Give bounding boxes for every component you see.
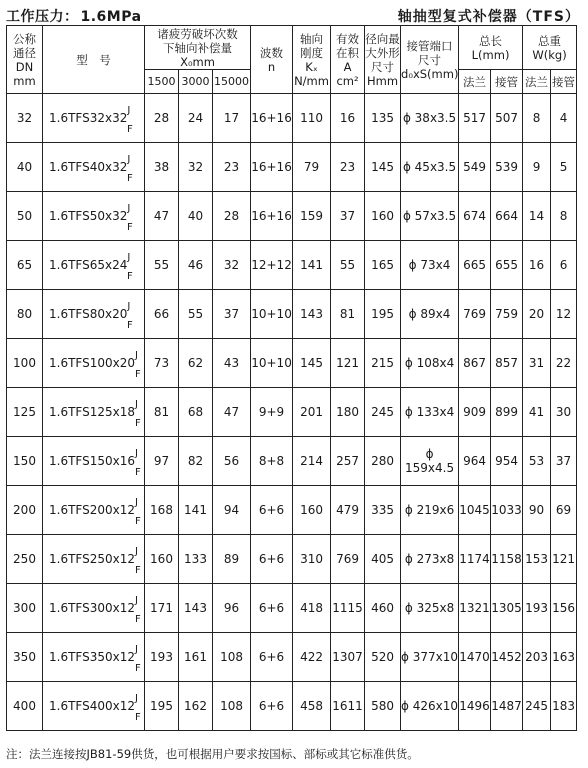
col-fatigue-unit: X₀mm bbox=[180, 54, 215, 69]
col-dn-line: 通径 bbox=[13, 45, 36, 60]
col-weight-flange: 法兰 bbox=[523, 70, 551, 94]
cell-k: 310 bbox=[293, 535, 331, 584]
model-sub: F bbox=[135, 712, 141, 723]
col-outer-line: 径向最 bbox=[365, 31, 400, 46]
cell-pipe: ϕ 38x3.5 bbox=[401, 94, 459, 143]
cell-dn: 150 bbox=[7, 437, 43, 486]
cell-a: 121 bbox=[331, 339, 365, 388]
cell-wp: 4 bbox=[551, 94, 577, 143]
model-code: 1.6TFS400x12 bbox=[49, 699, 135, 713]
col-pipe-line: 尺寸 bbox=[418, 52, 442, 67]
model-sup: J bbox=[135, 399, 138, 410]
model-code: 1.6TFS300x12 bbox=[49, 601, 135, 615]
cell-f1: 66 bbox=[145, 290, 179, 339]
table-row bbox=[7, 290, 577, 339]
cell-n: 6+6 bbox=[251, 535, 293, 584]
cell-f3: 23 bbox=[213, 143, 251, 192]
model-sub: F bbox=[127, 173, 133, 184]
table-row bbox=[7, 633, 577, 682]
col-stiffness-line: 轴向 bbox=[300, 31, 324, 46]
cell-h: 195 bbox=[365, 290, 401, 339]
cell-lf: 1045 bbox=[459, 486, 491, 535]
model-sup: J bbox=[127, 252, 131, 263]
cell-f3: 28 bbox=[213, 192, 251, 241]
col-waves-line: 波数 bbox=[260, 45, 284, 60]
cell-wp: 69 bbox=[551, 486, 577, 535]
model-sup: J bbox=[135, 693, 138, 704]
model-code: 1.6TFS50x32 bbox=[49, 209, 128, 223]
model-sub: F bbox=[127, 271, 133, 282]
cell-pipe: ϕ 325x8 bbox=[401, 584, 459, 633]
table-row bbox=[7, 241, 577, 290]
cell-wf: 9 bbox=[523, 143, 551, 192]
cell-lp: 899 bbox=[491, 388, 523, 437]
col-pipe-line: 接管端口 bbox=[406, 38, 453, 53]
cell-f1: 171 bbox=[145, 584, 179, 633]
model-code: 1.6TFS65x24 bbox=[49, 258, 128, 272]
col-weight bbox=[523, 26, 577, 70]
table-body bbox=[7, 94, 577, 731]
cell-dn: 300 bbox=[7, 584, 43, 633]
model-sup: J bbox=[135, 497, 138, 508]
cell-k: 201 bbox=[293, 388, 331, 437]
table-row bbox=[7, 437, 577, 486]
cell-dn: 65 bbox=[7, 241, 43, 290]
cell-k: 79 bbox=[293, 143, 331, 192]
model-sup: J bbox=[127, 203, 131, 214]
cell-lf: 1321 bbox=[459, 584, 491, 633]
cell-n: 16+16 bbox=[251, 94, 293, 143]
table-row bbox=[7, 192, 577, 241]
cell-f3: 17 bbox=[213, 94, 251, 143]
col-fatigue-line: 下轴向补偿量 bbox=[163, 40, 233, 55]
cell-a: 55 bbox=[331, 241, 365, 290]
model-sub: F bbox=[127, 124, 133, 135]
table-header bbox=[7, 26, 577, 94]
cell-n: 9+9 bbox=[251, 388, 293, 437]
cell-k: 110 bbox=[293, 94, 331, 143]
cell-h: 580 bbox=[365, 682, 401, 731]
cell-pipe: ϕ 219x6 bbox=[401, 486, 459, 535]
model-code: 1.6TFS250x12 bbox=[49, 552, 135, 566]
col-area-line: A bbox=[343, 59, 352, 74]
table-row bbox=[7, 388, 577, 437]
cell-model bbox=[43, 241, 145, 290]
cell-model bbox=[43, 682, 145, 731]
cell-h: 520 bbox=[365, 633, 401, 682]
cell-f1: 73 bbox=[145, 339, 179, 388]
cell-lf: 769 bbox=[459, 290, 491, 339]
cell-f3: 32 bbox=[213, 241, 251, 290]
cell-k: 159 bbox=[293, 192, 331, 241]
cell-wf: 20 bbox=[523, 290, 551, 339]
cell-wf: 203 bbox=[523, 633, 551, 682]
cell-model bbox=[43, 94, 145, 143]
cell-h: 145 bbox=[365, 143, 401, 192]
cell-dn: 250 bbox=[7, 535, 43, 584]
cell-lp: 857 bbox=[491, 339, 523, 388]
table-row bbox=[7, 486, 577, 535]
col-fatigue-1500: 1500 bbox=[145, 70, 179, 94]
footnote: 注：法兰连接按JB81-59供货，也可根据用户要求按国标、部标或其它标准供货。 bbox=[6, 747, 419, 761]
cell-k: 160 bbox=[293, 486, 331, 535]
table-row bbox=[7, 535, 577, 584]
cell-f1: 81 bbox=[145, 388, 179, 437]
cell-n: 6+6 bbox=[251, 682, 293, 731]
table-row bbox=[7, 143, 577, 192]
model-code: 1.6TFS32x32 bbox=[49, 111, 128, 125]
cell-model bbox=[43, 486, 145, 535]
model-sup: J bbox=[135, 644, 138, 655]
model-sup: J bbox=[135, 448, 138, 459]
col-model: 型 号 bbox=[43, 26, 145, 94]
cell-f2: 40 bbox=[179, 192, 213, 241]
cell-dn: 32 bbox=[7, 94, 43, 143]
model-code: 1.6TFS125x18 bbox=[49, 405, 135, 419]
cell-dn: 350 bbox=[7, 633, 43, 682]
cell-lp: 655 bbox=[491, 241, 523, 290]
cell-h: 135 bbox=[365, 94, 401, 143]
cell-model bbox=[43, 192, 145, 241]
col-outer bbox=[365, 26, 401, 94]
cell-f3: 43 bbox=[213, 339, 251, 388]
cell-dn: 100 bbox=[7, 339, 43, 388]
cell-wp: 6 bbox=[551, 241, 577, 290]
cell-model bbox=[43, 437, 145, 486]
cell-a: 479 bbox=[331, 486, 365, 535]
col-length-flange: 法兰 bbox=[459, 70, 491, 94]
cell-k: 143 bbox=[293, 290, 331, 339]
cell-f2: 162 bbox=[179, 682, 213, 731]
cell-a: 16 bbox=[331, 94, 365, 143]
model-sub: F bbox=[135, 369, 141, 380]
cell-f2: 62 bbox=[179, 339, 213, 388]
cell-h: 280 bbox=[365, 437, 401, 486]
cell-pipe: ϕ 159x4.5 bbox=[401, 437, 459, 486]
cell-n: 8+8 bbox=[251, 437, 293, 486]
cell-n: 16+16 bbox=[251, 143, 293, 192]
cell-a: 769 bbox=[331, 535, 365, 584]
cell-f1: 38 bbox=[145, 143, 179, 192]
cell-model bbox=[43, 388, 145, 437]
cell-f3: 56 bbox=[213, 437, 251, 486]
cell-wp: 37 bbox=[551, 437, 577, 486]
cell-lf: 867 bbox=[459, 339, 491, 388]
cell-wp: 22 bbox=[551, 339, 577, 388]
cell-model bbox=[43, 290, 145, 339]
cell-pipe: ϕ 273x8 bbox=[401, 535, 459, 584]
cell-lf: 1174 bbox=[459, 535, 491, 584]
cell-f1: 55 bbox=[145, 241, 179, 290]
model-sup: J bbox=[127, 301, 131, 312]
cell-f2: 82 bbox=[179, 437, 213, 486]
cell-f1: 193 bbox=[145, 633, 179, 682]
cell-pipe: ϕ 377x10 bbox=[401, 633, 459, 682]
model-sup: J bbox=[135, 546, 138, 557]
cell-model bbox=[43, 633, 145, 682]
cell-dn: 400 bbox=[7, 682, 43, 731]
cell-h: 215 bbox=[365, 339, 401, 388]
model-sub: F bbox=[135, 663, 141, 674]
col-outer-line: 大外形 bbox=[365, 45, 400, 60]
page-header bbox=[4, 4, 582, 26]
cell-model bbox=[43, 584, 145, 633]
cell-wf: 153 bbox=[523, 535, 551, 584]
cell-f2: 32 bbox=[179, 143, 213, 192]
spec-table bbox=[6, 25, 577, 731]
cell-f1: 168 bbox=[145, 486, 179, 535]
cell-a: 81 bbox=[331, 290, 365, 339]
cell-dn: 125 bbox=[7, 388, 43, 437]
model-sup: J bbox=[127, 105, 131, 116]
cell-a: 37 bbox=[331, 192, 365, 241]
cell-wf: 245 bbox=[523, 682, 551, 731]
col-fatigue bbox=[145, 26, 251, 70]
model-sup: J bbox=[127, 154, 131, 165]
pressure-label: 工作压力： bbox=[6, 9, 79, 25]
model-code: 1.6TFS40x32 bbox=[49, 160, 128, 174]
cell-k: 141 bbox=[293, 241, 331, 290]
cell-lf: 1470 bbox=[459, 633, 491, 682]
cell-model bbox=[43, 339, 145, 388]
model-sub: F bbox=[127, 320, 133, 331]
col-area-line: cm² bbox=[336, 73, 359, 88]
cell-wf: 41 bbox=[523, 388, 551, 437]
col-area bbox=[331, 26, 365, 94]
cell-pipe: ϕ 426x10 bbox=[401, 682, 459, 731]
model-sub: F bbox=[135, 516, 141, 527]
cell-a: 180 bbox=[331, 388, 365, 437]
cell-lp: 507 bbox=[491, 94, 523, 143]
cell-wp: 12 bbox=[551, 290, 577, 339]
cell-k: 145 bbox=[293, 339, 331, 388]
model-sup: J bbox=[135, 595, 138, 606]
cell-k: 214 bbox=[293, 437, 331, 486]
cell-dn: 80 bbox=[7, 290, 43, 339]
cell-k: 458 bbox=[293, 682, 331, 731]
cell-f3: 108 bbox=[213, 633, 251, 682]
cell-wf: 193 bbox=[523, 584, 551, 633]
cell-model bbox=[43, 143, 145, 192]
model-sub: F bbox=[135, 467, 141, 478]
col-area-line: 有效 bbox=[336, 31, 360, 46]
cell-dn: 40 bbox=[7, 143, 43, 192]
cell-pipe: ϕ 89x4 bbox=[401, 290, 459, 339]
cell-f2: 141 bbox=[179, 486, 213, 535]
col-outer-line: 尺寸 bbox=[371, 59, 395, 74]
cell-n: 10+10 bbox=[251, 339, 293, 388]
col-stiffness bbox=[293, 26, 331, 94]
cell-f2: 143 bbox=[179, 584, 213, 633]
cell-h: 165 bbox=[365, 241, 401, 290]
cell-lf: 674 bbox=[459, 192, 491, 241]
cell-h: 405 bbox=[365, 535, 401, 584]
cell-lp: 539 bbox=[491, 143, 523, 192]
cell-wf: 16 bbox=[523, 241, 551, 290]
col-waves-line: n bbox=[267, 59, 276, 74]
cell-lp: 954 bbox=[491, 437, 523, 486]
col-fatigue-line: 诸疲劳破坏次数 bbox=[157, 26, 238, 41]
model-sub: F bbox=[135, 614, 141, 625]
cell-f3: 108 bbox=[213, 682, 251, 731]
cell-n: 10+10 bbox=[251, 290, 293, 339]
cell-n: 6+6 bbox=[251, 486, 293, 535]
col-dn-line: 公称 bbox=[13, 31, 36, 46]
cell-f2: 161 bbox=[179, 633, 213, 682]
cell-f3: 89 bbox=[213, 535, 251, 584]
cell-f1: 97 bbox=[145, 437, 179, 486]
cell-f3: 37 bbox=[213, 290, 251, 339]
cell-f1: 47 bbox=[145, 192, 179, 241]
cell-dn: 50 bbox=[7, 192, 43, 241]
cell-lf: 665 bbox=[459, 241, 491, 290]
col-stiffness-line: N/mm bbox=[294, 73, 329, 88]
cell-f1: 195 bbox=[145, 682, 179, 731]
cell-pipe: ϕ 133x4 bbox=[401, 388, 459, 437]
cell-a: 257 bbox=[331, 437, 365, 486]
cell-wp: 5 bbox=[551, 143, 577, 192]
col-length-line: L(mm) bbox=[471, 47, 510, 62]
col-fatigue-3000: 3000 bbox=[179, 70, 213, 94]
cell-lf: 909 bbox=[459, 388, 491, 437]
cell-a: 1307 bbox=[331, 633, 365, 682]
col-weight-line: 总重 bbox=[538, 33, 562, 48]
model-code: 1.6TFS80x20 bbox=[49, 307, 128, 321]
cell-h: 335 bbox=[365, 486, 401, 535]
table-row bbox=[7, 682, 577, 731]
col-length-line: 总长 bbox=[479, 33, 503, 48]
model-sub: F bbox=[135, 418, 141, 429]
table-row bbox=[7, 584, 577, 633]
cell-k: 422 bbox=[293, 633, 331, 682]
cell-lp: 664 bbox=[491, 192, 523, 241]
cell-f3: 96 bbox=[213, 584, 251, 633]
cell-h: 460 bbox=[365, 584, 401, 633]
col-area-line: 在积 bbox=[336, 45, 360, 60]
cell-f2: 133 bbox=[179, 535, 213, 584]
cell-f3: 47 bbox=[213, 388, 251, 437]
cell-lf: 549 bbox=[459, 143, 491, 192]
model-code: 1.6TFS100x20 bbox=[49, 356, 135, 370]
col-dn-line: DN bbox=[15, 59, 34, 74]
cell-lf: 517 bbox=[459, 94, 491, 143]
model-sub: F bbox=[135, 565, 141, 576]
cell-wf: 53 bbox=[523, 437, 551, 486]
cell-f2: 68 bbox=[179, 388, 213, 437]
pressure-value: 1.6MPa bbox=[80, 9, 142, 25]
cell-lf: 964 bbox=[459, 437, 491, 486]
cell-n: 12+12 bbox=[251, 241, 293, 290]
cell-pipe: ϕ 108x4 bbox=[401, 339, 459, 388]
cell-f2: 55 bbox=[179, 290, 213, 339]
cell-f2: 24 bbox=[179, 94, 213, 143]
col-fatigue-15000: 15000 bbox=[213, 70, 251, 94]
col-stiffness-line: Kₓ bbox=[305, 59, 318, 74]
col-length-pipe: 接管 bbox=[491, 70, 523, 94]
cell-pipe: ϕ 57x3.5 bbox=[401, 192, 459, 241]
table-title: 轴抽型复式补偿器（TFS） bbox=[397, 9, 580, 25]
cell-wf: 31 bbox=[523, 339, 551, 388]
cell-wf: 14 bbox=[523, 192, 551, 241]
cell-n: 6+6 bbox=[251, 584, 293, 633]
cell-wf: 90 bbox=[523, 486, 551, 535]
cell-wp: 30 bbox=[551, 388, 577, 437]
col-waves bbox=[251, 26, 293, 94]
cell-pipe: ϕ 73x4 bbox=[401, 241, 459, 290]
cell-lp: 1033 bbox=[491, 486, 523, 535]
cell-a: 1115 bbox=[331, 584, 365, 633]
cell-n: 16+16 bbox=[251, 192, 293, 241]
working-pressure bbox=[6, 6, 142, 26]
model-code: 1.6TFS200x12 bbox=[49, 503, 135, 517]
col-dn-line: mm bbox=[13, 73, 36, 88]
cell-lp: 759 bbox=[491, 290, 523, 339]
cell-dn: 200 bbox=[7, 486, 43, 535]
col-dn bbox=[7, 26, 43, 94]
cell-wf: 8 bbox=[523, 94, 551, 143]
cell-f1: 28 bbox=[145, 94, 179, 143]
cell-f2: 46 bbox=[179, 241, 213, 290]
col-pipe-line: d₀xS(mm) bbox=[401, 66, 459, 81]
cell-a: 1611 bbox=[331, 682, 365, 731]
cell-a: 23 bbox=[331, 143, 365, 192]
col-weight-pipe: 接管 bbox=[551, 70, 577, 94]
cell-h: 245 bbox=[365, 388, 401, 437]
model-sup: J bbox=[135, 350, 138, 361]
cell-lp: 1158 bbox=[491, 535, 523, 584]
cell-wp: 8 bbox=[551, 192, 577, 241]
cell-wp: 156 bbox=[551, 584, 577, 633]
cell-n: 6+6 bbox=[251, 633, 293, 682]
cell-k: 418 bbox=[293, 584, 331, 633]
cell-lp: 1487 bbox=[491, 682, 523, 731]
cell-f1: 160 bbox=[145, 535, 179, 584]
table-row bbox=[7, 339, 577, 388]
model-sub: F bbox=[127, 222, 133, 233]
col-outer-line: Hmm bbox=[367, 73, 399, 88]
cell-wp: 163 bbox=[551, 633, 577, 682]
cell-lp: 1305 bbox=[491, 584, 523, 633]
cell-wp: 183 bbox=[551, 682, 577, 731]
col-length bbox=[459, 26, 523, 70]
cell-h: 160 bbox=[365, 192, 401, 241]
cell-model bbox=[43, 535, 145, 584]
table-row bbox=[7, 94, 577, 143]
cell-f3: 94 bbox=[213, 486, 251, 535]
col-weight-line: W(kg) bbox=[532, 47, 567, 62]
cell-lp: 1452 bbox=[491, 633, 523, 682]
model-code: 1.6TFS150x16 bbox=[49, 454, 135, 468]
cell-lf: 1496 bbox=[459, 682, 491, 731]
col-pipe bbox=[401, 26, 459, 94]
cell-pipe: ϕ 45x3.5 bbox=[401, 143, 459, 192]
model-code: 1.6TFS350x12 bbox=[49, 650, 135, 664]
col-stiffness-line: 刚度 bbox=[300, 45, 324, 60]
cell-wp: 121 bbox=[551, 535, 577, 584]
